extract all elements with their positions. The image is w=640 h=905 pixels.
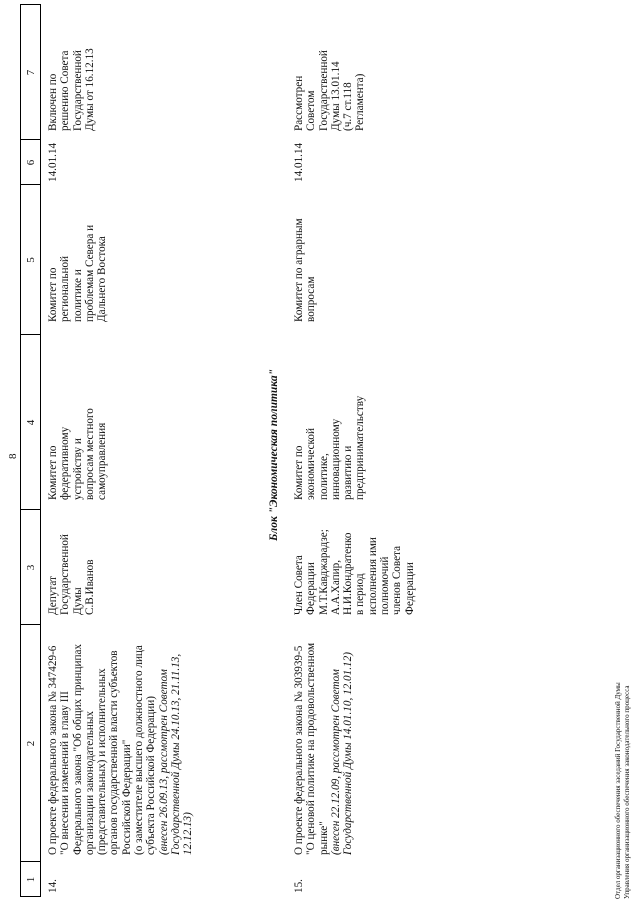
status-line: решению Совета [59,50,72,131]
row-15-author [293,510,416,615]
footer-line-1: Отдел организационного обеспечения заседаний Государственной Думы [614,682,622,899]
author-line: М.Т.Кавджарадзе; [317,529,330,615]
author-line: Федерации [403,562,416,615]
title-line: О проекте федерального закона № 303939-5 [293,645,305,855]
title-line: Российской Федерации" [120,739,133,855]
committee-line: развитию и [342,445,355,500]
co-committee-line: Комитет по [47,267,59,322]
block-title: Блок "Экономическая политика" [268,369,280,542]
row-15-number: 15. [293,879,305,893]
committee-line: самоуправления [96,422,109,500]
committee-line: вопросам местного [83,408,96,500]
row-15-status [293,5,367,131]
column-number-4: 4 [25,419,37,426]
header-top-border [20,4,21,897]
column-number-5: 5 [25,257,37,263]
committee-line: устройству и [71,438,84,500]
author-line: Н.И.Кондратенко [342,532,355,615]
committee-line: Комитет по [293,445,305,500]
author-line: Федерации [305,562,318,615]
author-line: Государственной [59,534,72,615]
committee-line: федеративному [59,426,72,500]
committee-line: предпринимательству [354,395,367,500]
author-line: А.А.Хапир, [329,559,342,615]
status-line: Государственной [317,50,330,131]
status-line: (ч.7 ст.118 [342,82,355,131]
author-line: членов Совета [391,545,404,615]
note-line: (внесен 26.09.13, рассмотрен Советом [157,669,170,855]
row-15-committee [293,335,367,500]
row-14-title [47,625,195,855]
co-committee-line: Комитет по аграрным [293,218,305,322]
footer-line-2: Управления организационного обеспечения законодательного процесса [623,685,631,899]
title-line: органов государственной власти субъектов [108,650,121,855]
column-number-7: 7 [25,69,37,76]
status-line: Регламента) [354,73,367,131]
title-line: субъекта Российской Федерации) [145,696,158,855]
author-line: Член Совета [293,555,305,615]
note-line: (внесен 22.12.09, рассмотрен Советом [329,669,342,855]
co-committee-line: региональной [59,255,72,322]
status-line: Рассмотрен [293,75,305,131]
title-line: "О ценовой политике на продовольственном [305,642,318,855]
title-line: "О внесении изменений в главу III [59,691,72,855]
row-14-number: 14. [47,879,59,893]
author-line: Депутат [47,576,59,615]
co-committee-line: проблемам Севера и [83,224,96,322]
committee-line: экономической [305,428,318,500]
author-line: в период [354,573,367,615]
status-line: Думы от 16.12.13 [83,48,96,131]
co-committee-line: вопросам [305,276,318,322]
row-15-co-committee [293,185,318,322]
author-line: полномочий [379,556,392,615]
page-number: 8 [7,453,19,459]
header-bottom-border [40,4,41,897]
co-committee-line: политике и [71,269,84,322]
row-14-date: 14.01.14 [47,142,59,182]
row-15-date: 14.01.14 [293,142,305,182]
note-line: Государственной Думы 24.10.13, 21.11.13, [169,653,182,855]
status-line: Советом [305,90,318,131]
title-line: Федерального закона "Об общих принципах [71,643,84,855]
status-line: Государственной [71,50,84,131]
title-line: О проекте федерального закона № 347429-6 [47,645,59,855]
co-committee-line: Дальнего Востока [96,236,109,322]
author-line: С.В.Иванов [83,559,96,615]
note-line: Государственной Думы 14.01.10, 12.01.12) [342,652,355,855]
row-14-co-committee [47,185,108,322]
committee-line: политике, [317,453,330,500]
column-number-1: 1 [25,876,37,883]
committee-line: Комитет по [47,445,59,500]
status-line: Думы 13.01.14 [329,61,342,131]
column-number-6: 6 [25,159,37,166]
note-line: 12.12.13) [182,812,195,855]
committee-line: инновационному [329,418,342,500]
status-line: Включен по [47,73,59,131]
title-line: (представительных) и исполнительных [96,668,109,855]
column-number-2: 2 [25,740,37,747]
author-line: исполнения ими [366,537,379,615]
row-14-author [47,510,96,615]
row-15-title [293,625,354,855]
title-line: организации законодательных [83,711,96,855]
title-line: рынке" [317,821,330,855]
column-number-3: 3 [25,564,37,571]
row-14-status [47,5,96,131]
row-14-committee [47,335,108,500]
author-line: Думы [71,587,84,615]
title-line: (о заместителе высшего должностного лица [133,645,146,855]
